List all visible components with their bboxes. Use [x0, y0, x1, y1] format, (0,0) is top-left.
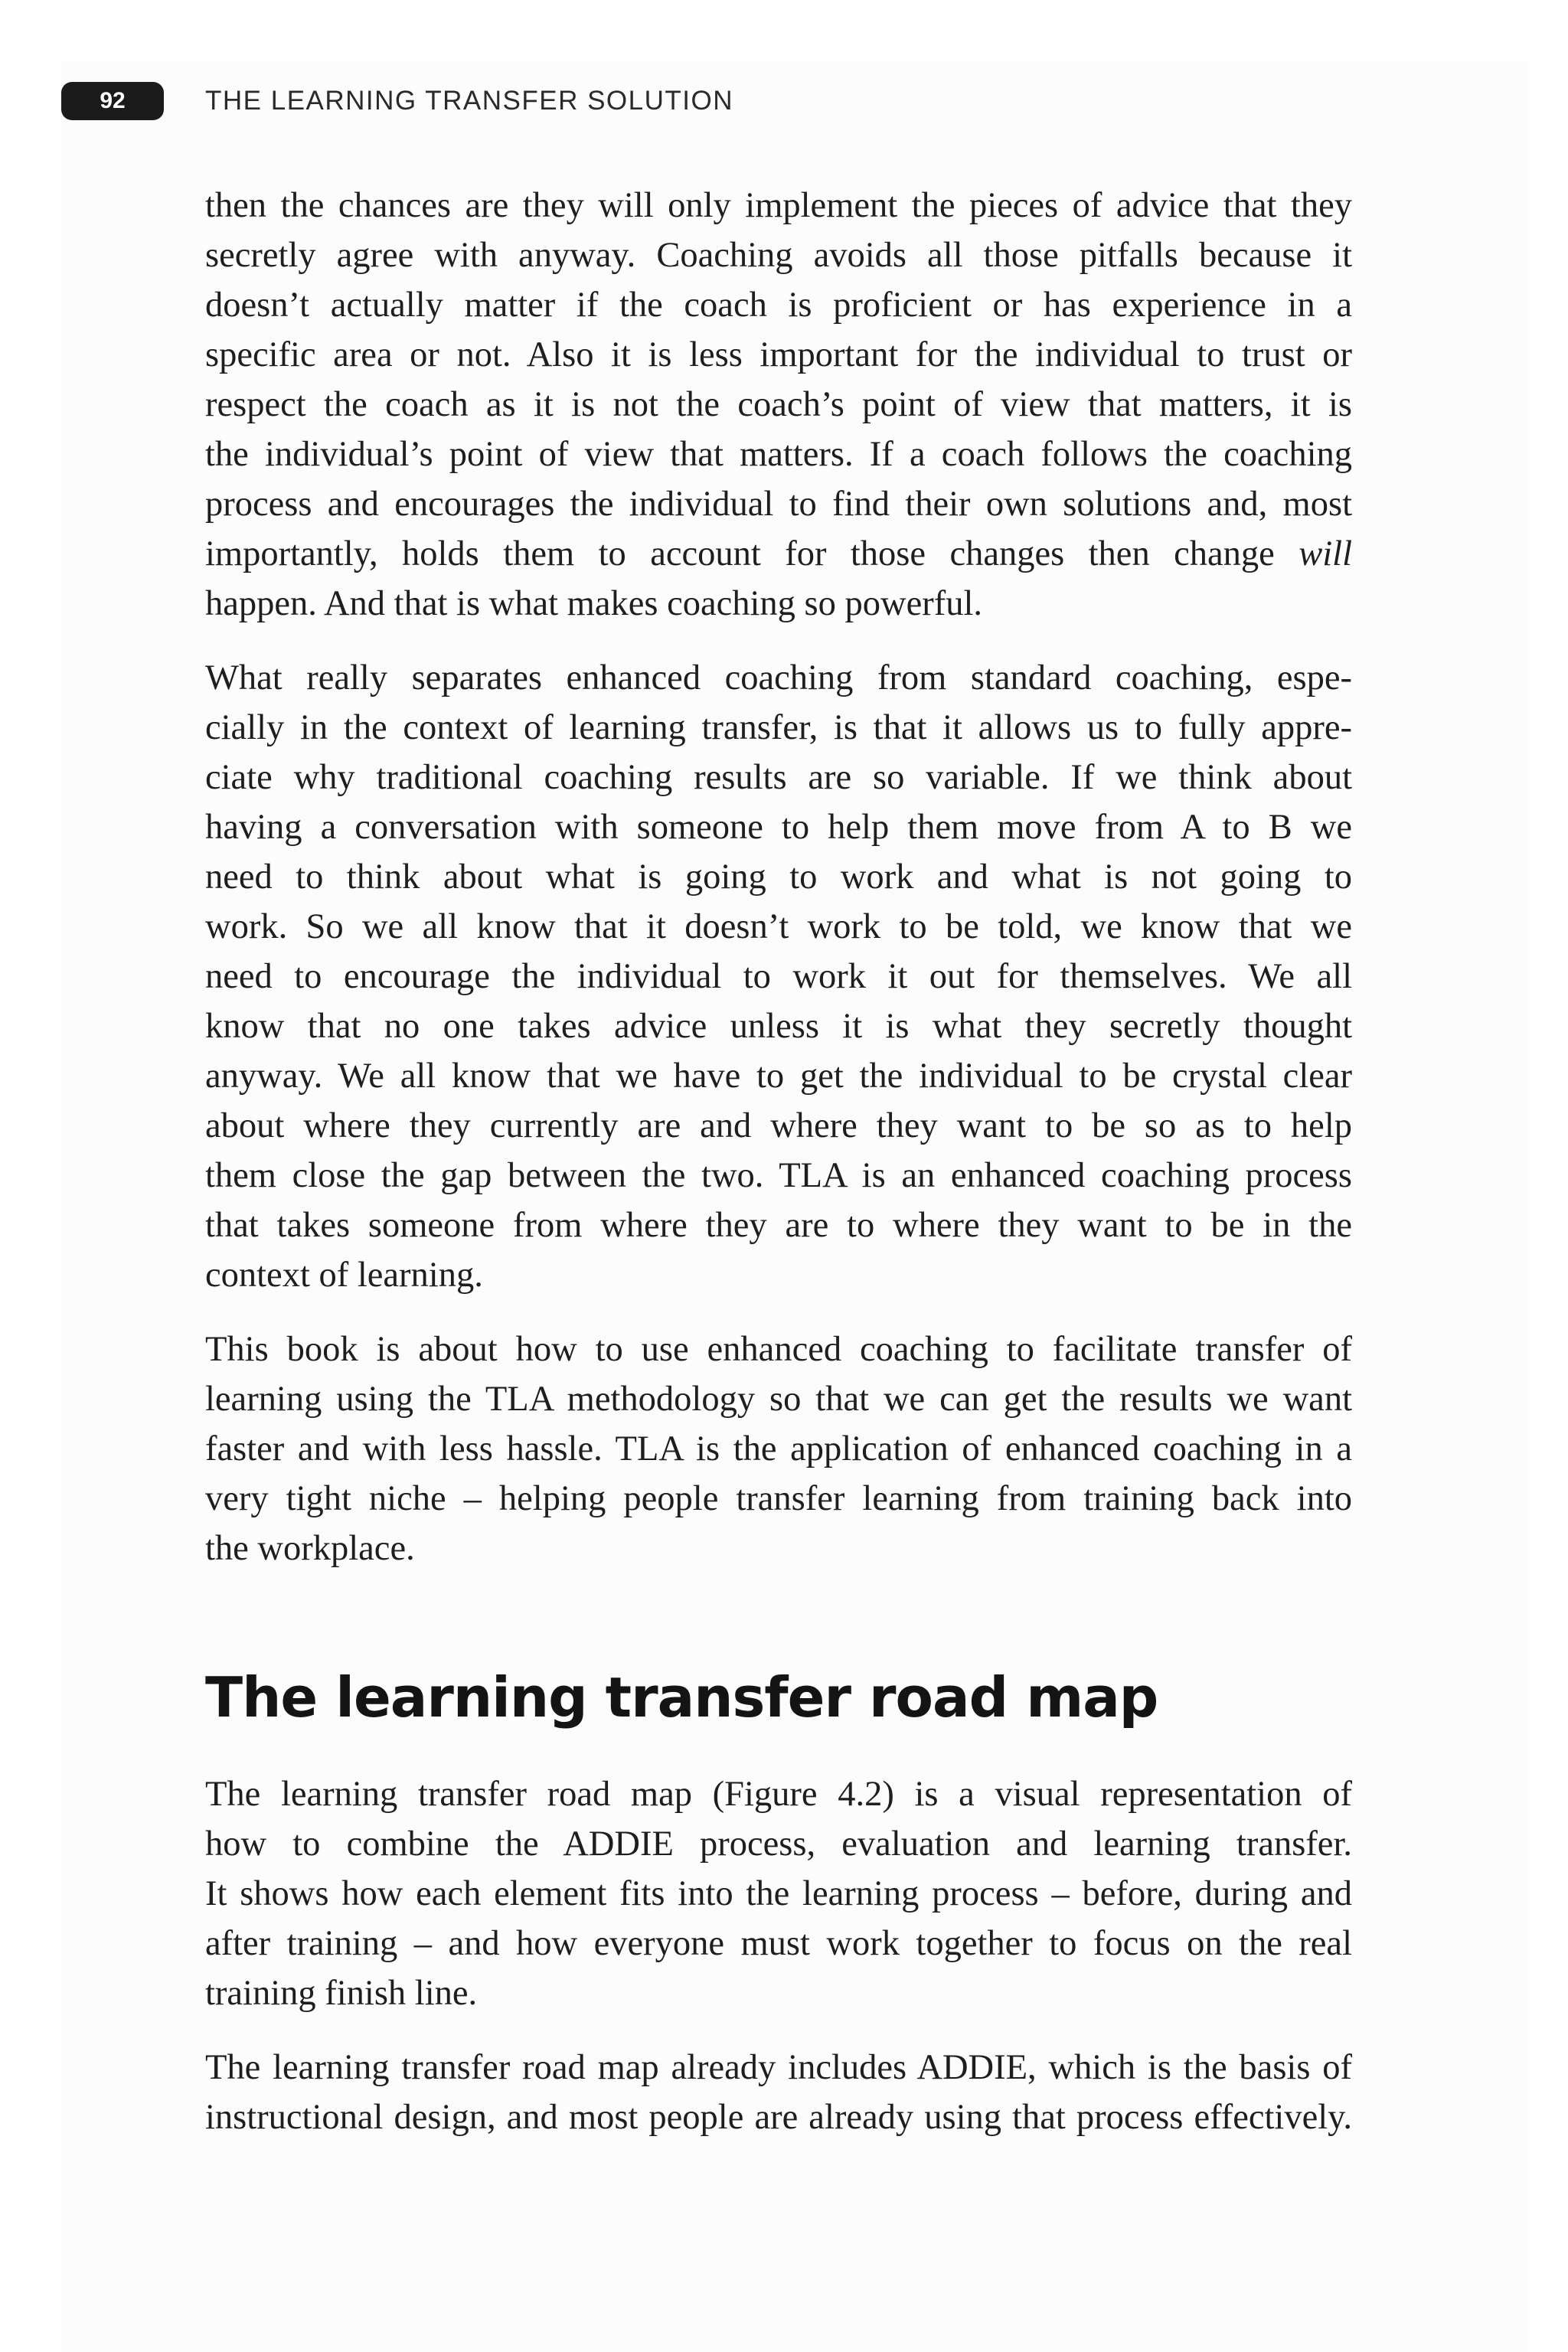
text-line: specific area or not. Also it is less important for the individual to trust or	[205, 335, 1352, 374]
paragraph-1	[205, 181, 1352, 629]
text-line: doesn’t actually matter if the coach is proficient or has experience in a	[205, 286, 1352, 325]
text-line: then the chances are they will only implement the pieces of advice that they	[205, 186, 1352, 225]
paragraph-2	[205, 653, 1352, 1300]
text-line: very tight niche – helping people transfer learning from training back into	[205, 1479, 1352, 1518]
paragraph-4	[205, 1769, 1352, 2018]
text-line: learning using the TLA methodology so that we can get the results we want	[205, 1380, 1352, 1419]
text-line: need to encourage the individual to work it out for themselves. We all	[205, 957, 1352, 996]
text-line: respect the coach as it is not the coach’s point of view that matters, it is	[205, 385, 1352, 424]
text-line: faster and with less hassle. TLA is the application of enhanced coaching in a	[205, 1429, 1352, 1468]
text-line: after training – and how everyone must work together to focus on the real	[205, 1924, 1352, 1963]
text-line: how to combine the ADDIE process, evaluation and learning transfer.	[205, 1824, 1352, 1864]
text-line: The learning transfer road map (Figure 4.2) is a visual representation of	[205, 1775, 1352, 1814]
paragraph-3	[205, 1325, 1352, 1573]
text-line: need to think about what is going to work and what is not going to	[205, 858, 1352, 897]
text-line: instructional design, and most people are already using that process effectively.	[205, 2098, 1352, 2137]
text-line: It shows how each element fits into the learning process – before, during and	[205, 1874, 1352, 1913]
text-line: secretly agree with anyway. Coaching avoids all those pitfalls because it	[205, 236, 1352, 275]
body-text	[205, 181, 1352, 2167]
text-line: What really separates enhanced coaching from standard coaching, espe-	[205, 658, 1352, 697]
text-line: the individual’s point of view that matters. If a coach follows the coaching	[205, 435, 1352, 474]
text-line: having a conversation with someone to help them move from A to B we	[205, 808, 1352, 847]
text-line-with-emphasis	[205, 529, 1352, 579]
text-line: them close the gap between the two. TLA is an enhanced coaching process	[205, 1156, 1352, 1195]
paragraph-5	[205, 2043, 1352, 2142]
text-line: anyway. We all know that we have to get the individual to be crystal clear	[205, 1057, 1352, 1096]
text-line: process and encourages the individual to find their own solutions and, most	[205, 485, 1352, 524]
text-line: happen. And that is what makes coaching so powerful.	[205, 584, 983, 623]
text-line: the workplace.	[205, 1529, 415, 1568]
text-run: importantly, holds them to account for those changes then change	[205, 534, 1299, 573]
running-head: THE LEARNING TRANSFER SOLUTION	[205, 86, 734, 116]
text-line: know that no one takes advice unless it is what they secretly thought	[205, 1007, 1352, 1046]
section-heading: The learning transfer road map	[205, 1665, 1158, 1730]
emphasis-will: will	[1298, 534, 1352, 573]
text-line: This book is about how to use enhanced coaching to facilitate transfer of	[205, 1330, 1352, 1369]
page-number-badge: 92	[61, 82, 164, 120]
text-line: that takes someone from where they are to where they want to be in the	[205, 1206, 1352, 1245]
text-line: work. So we all know that it doesn’t work to be told, we know that we	[205, 907, 1352, 946]
text-line: about where they currently are and where they want to be so as to help	[205, 1106, 1352, 1145]
text-line: The learning transfer road map already includes ADDIE, which is the basis of	[205, 2048, 1352, 2087]
page-header	[61, 81, 733, 121]
text-line: ciate why traditional coaching results are so variable. If we think about	[205, 758, 1352, 797]
text-line: training finish line.	[205, 1974, 478, 2013]
text-line: context of learning.	[205, 1256, 483, 1295]
text-line: cially in the context of learning transfer, is that it allows us to fully appre-	[205, 708, 1352, 747]
